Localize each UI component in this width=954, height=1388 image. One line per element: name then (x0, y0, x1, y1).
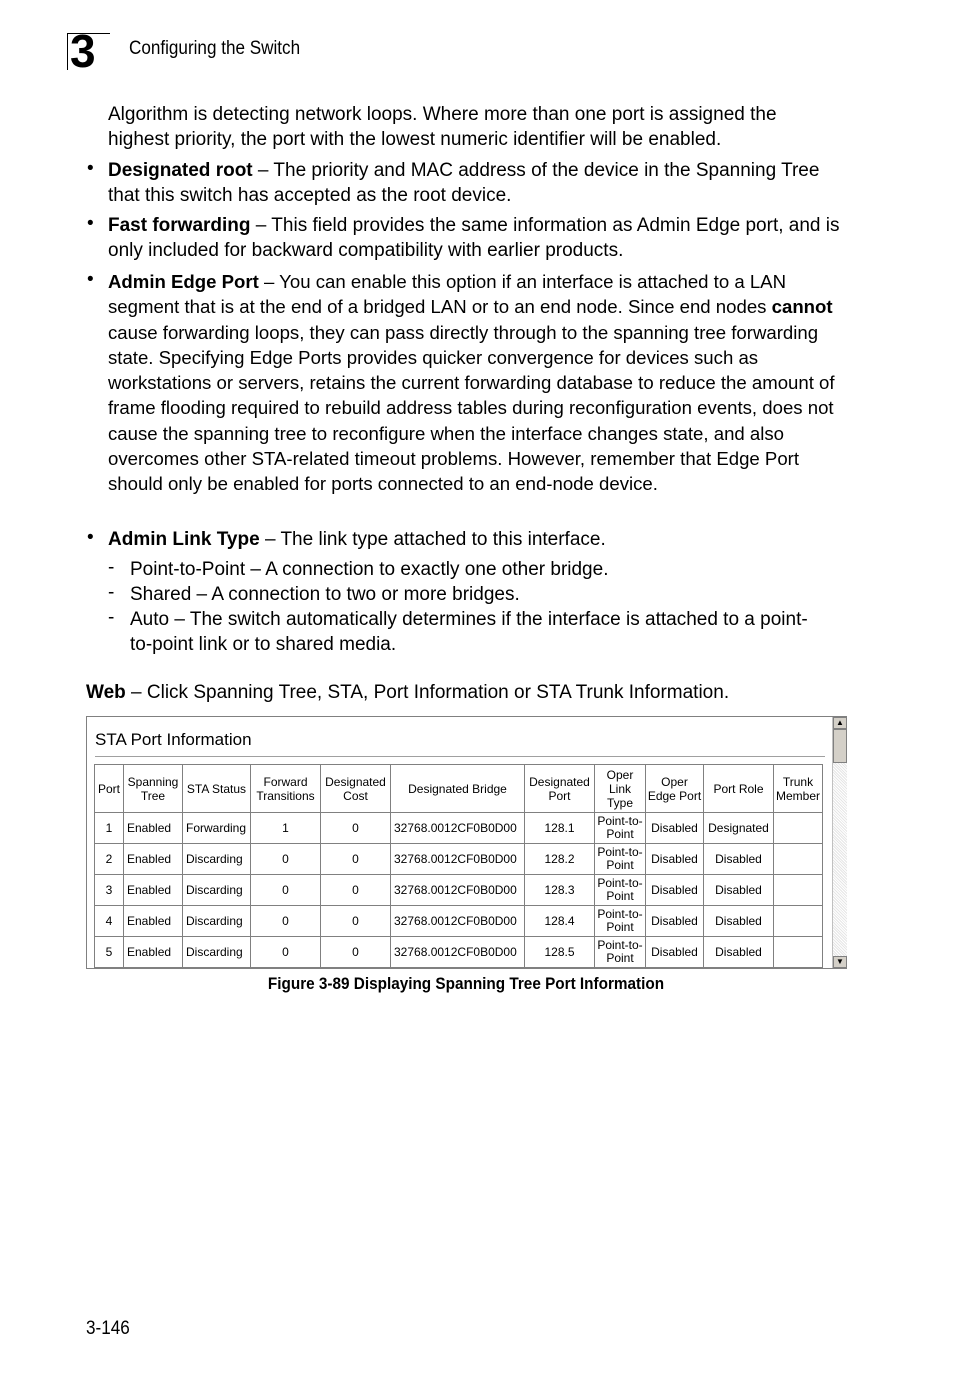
scroll-down-arrow-icon[interactable]: ▼ (833, 956, 847, 968)
table-cell: Discarding (183, 844, 251, 875)
column-header: Forward Transitions (251, 765, 321, 813)
web-label: Web (86, 682, 126, 703)
table-cell: 2 (95, 844, 124, 875)
table-row (95, 875, 823, 906)
bullet-term: Admin Link Type (108, 529, 260, 550)
table-cell: Enabled (124, 906, 183, 937)
dash-symbol: - (108, 582, 115, 603)
table-cell (774, 875, 823, 906)
bullet-text: – This field provides the same information as Admin Edge port, and is only included for backward compatibility with earlier products. (108, 215, 840, 262)
scroll-thumb[interactable] (833, 729, 847, 763)
table-cell: Disabled (646, 875, 704, 906)
table-cell: Forwarding (183, 813, 251, 844)
bullet-text-continued: cause forwarding loops, they can pass directly through to the spanning tree forwarding state. Specifying Edge Ports provides quicker convergence for devices such as workstations or servers, retains the current forwarding database to reduce the amount of frame flooding required to rebuild address tables during reconfiguration events, does not cause the spanning tree to reconfigure when the interface changes state, and also overcomes other STA-related timeout problems. However, remember that Edge Port should only be enabled for ports connected to an end-node device. (108, 321, 835, 495)
table-cell: Discarding (183, 875, 251, 906)
column-header: Oper Edge Port (646, 765, 704, 813)
table-cell: 0 (321, 813, 391, 844)
table-cell: Point-to-Point (595, 813, 646, 844)
table-cell (774, 813, 823, 844)
table-cell: 5 (95, 937, 124, 968)
table-cell (774, 906, 823, 937)
bullet-admin-link-type (108, 527, 843, 552)
table-cell: Discarding (183, 937, 251, 968)
bullet-term: Fast forwarding (108, 215, 251, 236)
scroll-up-arrow-icon[interactable]: ▲ (833, 717, 847, 729)
bullet-symbol: • (87, 213, 94, 234)
table-cell: Point-to-Point (595, 875, 646, 906)
table-cell: 0 (321, 906, 391, 937)
link-type-point-to-point: Point-to-Point – A connection to exactly one other bridge. (130, 559, 609, 580)
table-cell: Point-to-Point (595, 937, 646, 968)
table-cell: 1 (95, 813, 124, 844)
table-cell: Disabled (704, 875, 774, 906)
table-cell: 0 (321, 937, 391, 968)
table-cell: Disabled (646, 937, 704, 968)
table-row (95, 844, 823, 875)
table-cell: 0 (321, 844, 391, 875)
table-cell: 128.1 (525, 813, 595, 844)
table-cell: Designated (704, 813, 774, 844)
table-cell: Disabled (646, 906, 704, 937)
table-cell: 128.4 (525, 906, 595, 937)
table-row (95, 813, 823, 844)
dash-symbol: - (108, 557, 115, 578)
column-header: Port Role (704, 765, 774, 813)
bullet-text: – The link type attached to this interface. (259, 529, 606, 550)
bullet-symbol: • (87, 527, 94, 548)
column-header: STA Status (183, 765, 251, 813)
bullet-emphasis: cannot (771, 296, 833, 318)
table-cell: 0 (251, 875, 321, 906)
table-cell: 0 (251, 844, 321, 875)
link-type-auto: Auto – The switch automatically determines if the interface is attached to a point-to-point link or to shared media. (130, 609, 808, 656)
column-header: Designated Bridge (391, 765, 525, 813)
web-instruction (86, 680, 846, 705)
title-divider (95, 756, 825, 757)
table-cell: Discarding (183, 906, 251, 937)
table-cell: 128.5 (525, 937, 595, 968)
table-cell: Enabled (124, 813, 183, 844)
table-cell (774, 844, 823, 875)
bullet-symbol: • (87, 269, 94, 290)
table-cell (774, 937, 823, 968)
table-cell: 32768.0012CF0B0D00 (391, 937, 525, 968)
table-cell: Disabled (704, 844, 774, 875)
table-cell: 128.2 (525, 844, 595, 875)
table-cell: 0 (321, 875, 391, 906)
column-header: Trunk Member (774, 765, 823, 813)
bullet-admin-edge-port (108, 269, 848, 497)
bullet-term: Admin Edge Port (108, 271, 259, 292)
column-header: Spanning Tree (124, 765, 183, 813)
sta-port-information-screenshot (86, 716, 847, 969)
bullet-text: – The priority and MAC address of the device in the Spanning Tree that this switch has accepted as the root device. (108, 160, 820, 207)
dash-symbol: - (108, 607, 115, 628)
table-cell: 4 (95, 906, 124, 937)
table-cell: 32768.0012CF0B0D00 (391, 844, 525, 875)
table-cell: 128.3 (525, 875, 595, 906)
table-cell: Point-to-Point (595, 906, 646, 937)
table-cell: 0 (251, 937, 321, 968)
table-cell: Enabled (124, 844, 183, 875)
bullet-designated-root (108, 158, 843, 209)
bullet-symbol: • (87, 158, 94, 179)
table-cell: 32768.0012CF0B0D00 (391, 813, 525, 844)
sta-port-table (94, 764, 823, 968)
figure-caption: Figure 3-89 Displaying Spanning Tree Port Information (267, 974, 665, 993)
vertical-scrollbar[interactable] (832, 717, 847, 968)
table-cell: Disabled (704, 906, 774, 937)
table-cell: 1 (251, 813, 321, 844)
link-type-shared: Shared – A connection to two or more bridges. (130, 584, 520, 605)
table-cell: 3 (95, 875, 124, 906)
table-header-row (95, 765, 823, 813)
table-cell: Point-to-Point (595, 844, 646, 875)
column-header: Oper Link Type (595, 765, 646, 813)
table-row (95, 906, 823, 937)
table-cell: 0 (251, 906, 321, 937)
column-header: Port (95, 765, 124, 813)
table-cell: Disabled (704, 937, 774, 968)
bullet-fast-forwarding (108, 213, 843, 264)
table-cell: Disabled (646, 813, 704, 844)
table-cell: Disabled (646, 844, 704, 875)
screenshot-title: STA Port Information (95, 730, 252, 749)
table-cell: Enabled (124, 937, 183, 968)
column-header: Designated Port (525, 765, 595, 813)
column-header: Designated Cost (321, 765, 391, 813)
table-cell: Enabled (124, 875, 183, 906)
bullet-term: Designated root (108, 160, 253, 181)
chapter-number: 3 (70, 25, 96, 77)
chapter-title: Configuring the Switch (129, 38, 301, 59)
page-number: 3-146 (86, 1318, 130, 1339)
intro-paragraph: Algorithm is detecting network loops. Where more than one port is assigned the highest priority, the port with the lowest numeric identifier will be enabled. (108, 104, 777, 151)
bullet-text: – You can enable this option if an interface is attached to a LAN segment that is at the end of a bridged LAN or to an end node. Since end nodes (108, 271, 787, 318)
table-cell: 32768.0012CF0B0D00 (391, 875, 525, 906)
table-row (95, 937, 823, 968)
table-cell: 32768.0012CF0B0D00 (391, 906, 525, 937)
web-text: – Click Spanning Tree, STA, Port Information or STA Trunk Information. (125, 682, 730, 703)
